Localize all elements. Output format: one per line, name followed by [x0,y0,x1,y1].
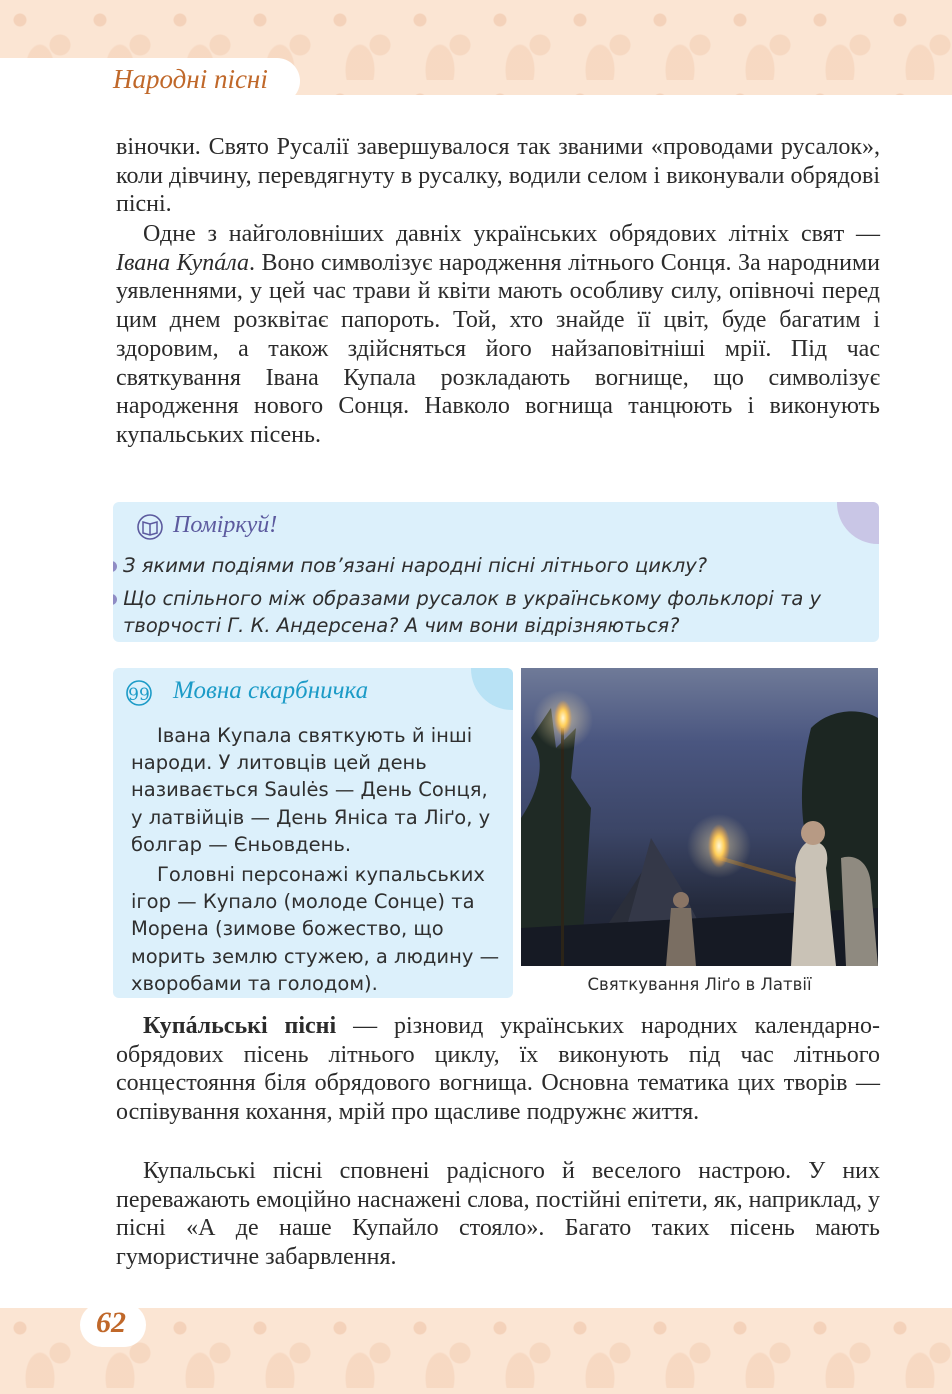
photo-caption: Святкування Ліґо в Латвії [587,975,812,994]
quote-icon [123,680,155,706]
paragraph-2 [116,220,880,450]
paragraph-3 [116,1012,880,1127]
page-number: 62 [96,1306,126,1339]
section-title: Народні пісні [113,64,268,94]
ligo-celebration-photo [521,668,878,966]
language-box [113,668,513,998]
language-box-paragraph-1: Івана Купала святкують й інші народи. У литовців цей день називається Saulės — День Сонця, у латвійців — День Яніса та Ліґо, у болгар — Єньовдень. [131,724,491,856]
paragraph-4: Купальські пісні сповнені радісного й веселого настрою. У них переважають емоційно наснажені слова, постійні епітети, як, наприклад, у пісні «А де наше Купайло стояло». Багато таких пісень мають гумористичне забарвлення. [116,1158,880,1271]
question-text: Що спільного між образами русалок в українському фольклорі та у творчості Г. К. Андерсена? А чим вони відрізняються? [123,587,822,637]
term-kupalski-pisni: Купáльські пісні [143,1013,337,1039]
language-box-corner-decoration [471,668,513,710]
book-icon [135,514,165,540]
language-box-paragraph-2: Головні персонажі купальських ігор — Купало (молоде Сонце) та Морена (зимове божество, що морить землю стужею, а людину — хворобами та голодом). [131,863,500,995]
paragraph-1: віночки. Свято Русалії завершувалося так званими «проводами русалок», коли дівчину, перевдягнуту в русалку, водили селом і виконували обрядові пісні. [116,134,880,218]
language-box-title: Мовна скарбничка [173,677,369,704]
photo-illustration [521,668,878,966]
svg-text:99: 99 [128,685,150,705]
bullet-dot-icon [113,594,117,605]
paragraph-3-definition: — різновид українських народних календарно-обрядових пісень літнього циклу, їх виконують під час літнього сонцестояння біля обрядового вогнища. Основна тематика цих творів — оспівування кохання, мрій про щасливе подружнє життя. [116,1013,880,1126]
paragraph-2-start: Одне з найголовніших давніх українських обрядових літніх свят — [143,221,880,247]
think-box-corner-decoration [837,502,879,544]
think-box [113,502,879,642]
term-ivana-kupala: Івана Купáла [116,249,249,276]
question-text: З якими подіями пов’язані народні пісні літнього циклу? [123,554,708,577]
think-box-title: Поміркуй! [173,512,278,538]
bullet-dot-icon [113,561,117,572]
paragraph-2-end: . Воно символізує народження літнього Сонця. За народними уявленнями, у цей час трави й квіти мають особливу силу, опівночі перед цим днем розквітає папороть. Той, хто знайде її цвіт, буде багатим і здоровим, а також здійсняться його найзаповітніші мрії. Під час святкування Івана Купала розкладають вогнище, що символізує народження нового Сонця. Навколо вогнища танцюють і виконують купальських пісень. [116,249,880,448]
